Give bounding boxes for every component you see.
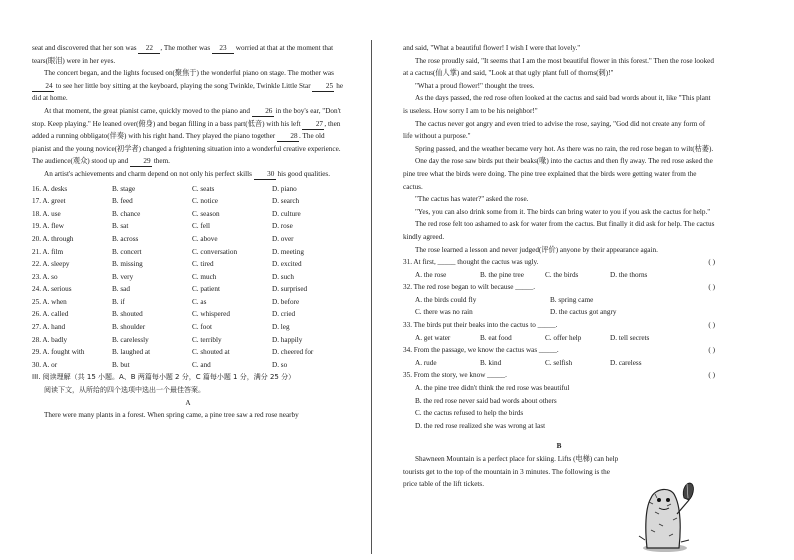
passage-a-title: A (185, 398, 191, 407)
text: worried at that at the moment that tears(眼泪) were in her eyes. (32, 44, 334, 65)
option-b: B. kind (480, 358, 502, 367)
option-c: C. much (192, 272, 217, 281)
option-row (32, 359, 344, 372)
option-c: C. the cactus refused to help the birds (415, 409, 524, 418)
cloze-paragraph-3 (32, 105, 344, 168)
blank-22: 22 (138, 44, 160, 54)
option-d: D. careless (610, 358, 642, 367)
blank-28: 28 (277, 132, 299, 142)
question-32 (403, 281, 715, 294)
question-34-options (403, 357, 715, 370)
section-3-heading: III. 阅读理解（共 15 小题。A、B 两篇每小题 2 分，C 篇每小题 1 分，满分 25 分） (32, 373, 296, 382)
option-d: D. the cactus got angry (550, 308, 617, 317)
option-a: 27. A. hand (32, 323, 66, 332)
text: The concert began, and the lights focused on(聚焦于) the wonderful piano on stage. The mother was (44, 69, 334, 78)
option-c: C. tired (192, 260, 214, 269)
option-row (32, 271, 344, 284)
option-b: B. shoulder (112, 323, 146, 332)
option-row (32, 321, 344, 334)
option-c: C. the birds (545, 270, 579, 279)
option-b: B. the pine tree (480, 270, 524, 279)
option-a: 20. A. through (32, 234, 74, 243)
option-c: C. terribly (192, 335, 222, 344)
option-a: A. the rose (415, 270, 447, 279)
option-d: D. such (272, 272, 294, 281)
option-a: 29. A. fought with (32, 348, 85, 357)
option-d: D. surprised (272, 285, 308, 294)
text: them. (152, 157, 170, 166)
option-c: C. season (192, 209, 220, 218)
question-33-options (403, 332, 715, 345)
option-row (32, 183, 344, 196)
option-c: C. selfish (545, 358, 573, 367)
blank-23: 23 (212, 44, 234, 54)
text: seat and discovered that her son was (32, 44, 139, 52)
text: in the boy's ear, "Don't stop. Keep playing." He leaned over(俯身) and began filling in a bass part(低音) with his left (32, 106, 341, 128)
option-b: B. carelessly (112, 335, 149, 344)
passage-a-start: There were many plants in a forest. When spring came, a pine tree saw a red rose nearby (44, 411, 299, 420)
cloze-paragraph-1 (32, 42, 344, 67)
option-b: B. concert (112, 247, 142, 256)
option-a: A. the birds could fly (415, 295, 477, 304)
reading-instruction: 阅读下文，从所给的四个选项中选出一个最佳答案。 (44, 386, 205, 395)
option-d: D. the red rose realized she was wrong at last (415, 421, 546, 430)
passage-paragraph: As the days passed, the red rose often looked at the cactus and said bad words about it, like "This plant is useless. How sorry I am to be his neighbor!" (403, 94, 711, 115)
option-a: 16. A. desks (32, 184, 68, 193)
option-d: D. tell secrets (610, 333, 650, 342)
question-35 (403, 369, 715, 382)
option-row (32, 195, 344, 208)
option-b: B. if (112, 297, 125, 306)
cloze-paragraph-4 (32, 168, 344, 181)
column-divider (371, 40, 372, 554)
option-row (32, 334, 344, 347)
option-b: B. feed (112, 197, 133, 206)
option-c: C. seats (192, 184, 215, 193)
option-d: D. over (272, 234, 294, 243)
question-31-options (403, 269, 715, 282)
option-c: C. patient (192, 285, 220, 294)
passage-paragraph: One day the rose saw birds put their beaks(喙) into the cactus and then fly away. The red rose asked the pine tree what the birds were doing. The pine tree explained that the birds were getting water from the cactus. (403, 157, 713, 191)
text: An artist's achievements and charm depend on not only his perfect skills (44, 169, 254, 178)
option-c: C. above (192, 234, 218, 243)
option-d: D. search (272, 197, 300, 206)
option-a: 28. A. badly (32, 335, 68, 344)
text: , then added a running obbligato(伴奏) with his right hand. They played the piano together (32, 119, 341, 141)
cloze-options (32, 183, 344, 372)
option-a: 22. A. sleepy (32, 260, 70, 269)
option-b: B. chance (112, 209, 141, 218)
text: At that moment, the great pianist came, quickly moved to the piano and (44, 106, 252, 115)
passage-paragraph: The red rose felt too ashamed to ask for water from the cactus. But finally it did ask for help. The cactus kindly agreed. (403, 220, 715, 241)
question-33 (403, 319, 715, 332)
option-c: C. there was no rain (415, 308, 473, 317)
left-column (32, 42, 344, 422)
option-b: B. eat food (480, 333, 512, 342)
option-row (32, 220, 344, 233)
option-c: C. as (192, 297, 207, 306)
option-a: 23. A. so (32, 272, 58, 281)
question-34 (403, 344, 715, 357)
option-d: D. excited (272, 260, 302, 269)
question-stem: 34. From the passage, we know the cactus was _____. (403, 346, 559, 355)
option-c: C. offer help (545, 333, 582, 342)
blank-24: 24 (32, 82, 54, 92)
passage-paragraph: The rose learned a lesson and never judged(评价) anyone by their appearance again. (415, 245, 658, 254)
blank-29: 29 (130, 157, 152, 167)
text: to see her little boy sitting at the keyboard, playing the song Twinkle, Twinkle Little Star (54, 81, 313, 90)
option-d: D. cheered for (272, 348, 314, 357)
blank-30: 30 (254, 170, 276, 180)
passage-a-body (403, 42, 715, 256)
option-a: 19. A. flew (32, 222, 64, 231)
option-b: B. spring came (550, 295, 594, 304)
option-d: D. cried (272, 310, 296, 319)
option-a: 17. A. greet (32, 197, 66, 206)
question-stem: 35. From the story, we know _____. (403, 371, 507, 380)
blank-27: 27 (302, 120, 324, 130)
option-row (32, 346, 344, 359)
option-a: A. rude (415, 358, 437, 367)
option-d: D. so (272, 360, 288, 369)
option-d: D. piano (272, 184, 297, 193)
question-31 (403, 256, 715, 269)
option-d: D. before (272, 297, 300, 306)
option-row (32, 208, 344, 221)
option-c: C. foot (192, 323, 212, 332)
option-a: 21. A. film (32, 247, 64, 256)
text: he did at home. (32, 81, 344, 103)
question-32-options-cd (403, 306, 715, 319)
passage-paragraph: "Yes, you can also drink some from it. The birds can bring water to you if you ask the cactus for help." (415, 207, 711, 216)
blank-26: 26 (252, 107, 274, 117)
option-c: C. notice (192, 197, 218, 206)
option-row (32, 233, 344, 246)
text: , The mother was (160, 44, 212, 52)
cloze-paragraph-2 (32, 67, 344, 105)
option-row (32, 258, 344, 271)
answer-paren: ( ) (708, 371, 715, 380)
right-column (403, 42, 715, 491)
passage-paragraph: "What a proud flower!" thought the trees. (415, 81, 535, 90)
option-a: A. get water (415, 333, 451, 342)
option-c: C. and (192, 360, 211, 369)
option-b: B. but (112, 360, 130, 369)
passage-b-text: Shawneen Mountain is a perfect place for skiing. Lifts (电梯) can help tourists get to the top of the mountain in 3 minutes. The following is the price table of the lift tickets. (403, 455, 619, 489)
cactus-illustration (637, 470, 697, 552)
option-d: D. the thorns (610, 270, 648, 279)
option-b: B. across (112, 234, 139, 243)
option-b: B. stage (112, 184, 136, 193)
answer-paren: ( ) (708, 346, 715, 355)
text: . The old pianist and the young novice(初学者) changed a frightening situation into a wonderful creative experience. The audience(观众) stood up and (32, 132, 341, 166)
blank-25: 25 (312, 82, 334, 92)
option-d: D. rose (272, 222, 293, 231)
passage-b-title: B (556, 442, 562, 451)
option-row (32, 283, 344, 296)
option-b: B. shouted (112, 310, 143, 319)
option-a: 26. A. called (32, 310, 69, 319)
answer-paren: ( ) (708, 283, 715, 292)
option-a: 18. A. use (32, 209, 61, 218)
option-b: B. laughed at (112, 348, 151, 357)
option-c: C. whispered (192, 310, 230, 319)
option-b: B. missing (112, 260, 143, 269)
option-d: D. culture (272, 209, 301, 218)
option-c: C. conversation (192, 247, 238, 256)
option-a: 24. A. serious (32, 285, 72, 294)
option-c: C. fell (192, 222, 210, 231)
question-32-options-ab (403, 294, 715, 307)
option-row (32, 246, 344, 259)
option-b: B. sat (112, 222, 129, 231)
passage-paragraph: Spring passed, and the weather became very hot. As there was no rain, the red rose began to wilt(枯萎). (415, 144, 714, 153)
answer-paren: ( ) (708, 321, 715, 330)
answer-paren: ( ) (708, 258, 715, 267)
option-b: B. sad (112, 285, 130, 294)
option-row (32, 296, 344, 309)
option-a: 30. A. or (32, 360, 58, 369)
passage-paragraph: The cactus never got angry and even tried to advise the rose, saying, "God did not create any form of life without a purpose." (403, 119, 706, 141)
option-d: D. meeting (272, 247, 304, 256)
question-stem: 33. The birds put their beaks into the cactus to _____. (403, 321, 558, 330)
option-a: A. the pine tree didn't think the red rose was beautiful (415, 384, 570, 393)
passage-paragraph: "The cactus has water?" asked the rose. (415, 195, 529, 204)
option-row (32, 308, 344, 321)
option-b: B. the red rose never said bad words about others (415, 396, 557, 405)
option-d: D. leg (272, 323, 290, 332)
passage-paragraph: and said, "What a beautiful flower! I wish I were that lovely." (403, 44, 581, 52)
option-a: 25. A. when (32, 297, 67, 306)
text: his good qualities. (275, 169, 330, 178)
question-stem: 32. The red rose began to wilt because _____. (403, 283, 535, 292)
question-stem: 31. At first, _____ thought the cactus was ugly. (403, 258, 539, 267)
option-b: B. very (112, 272, 134, 281)
option-c: C. shouted at (192, 348, 230, 357)
passage-paragraph: The rose proudly said, "It seems that I am the most beautiful flower in this forest." Then the rose looked at a cactus(仙人掌) and said, "Look at that ugly plant full of thorns(刺)!" (403, 56, 714, 78)
option-d: D. happily (272, 335, 303, 344)
